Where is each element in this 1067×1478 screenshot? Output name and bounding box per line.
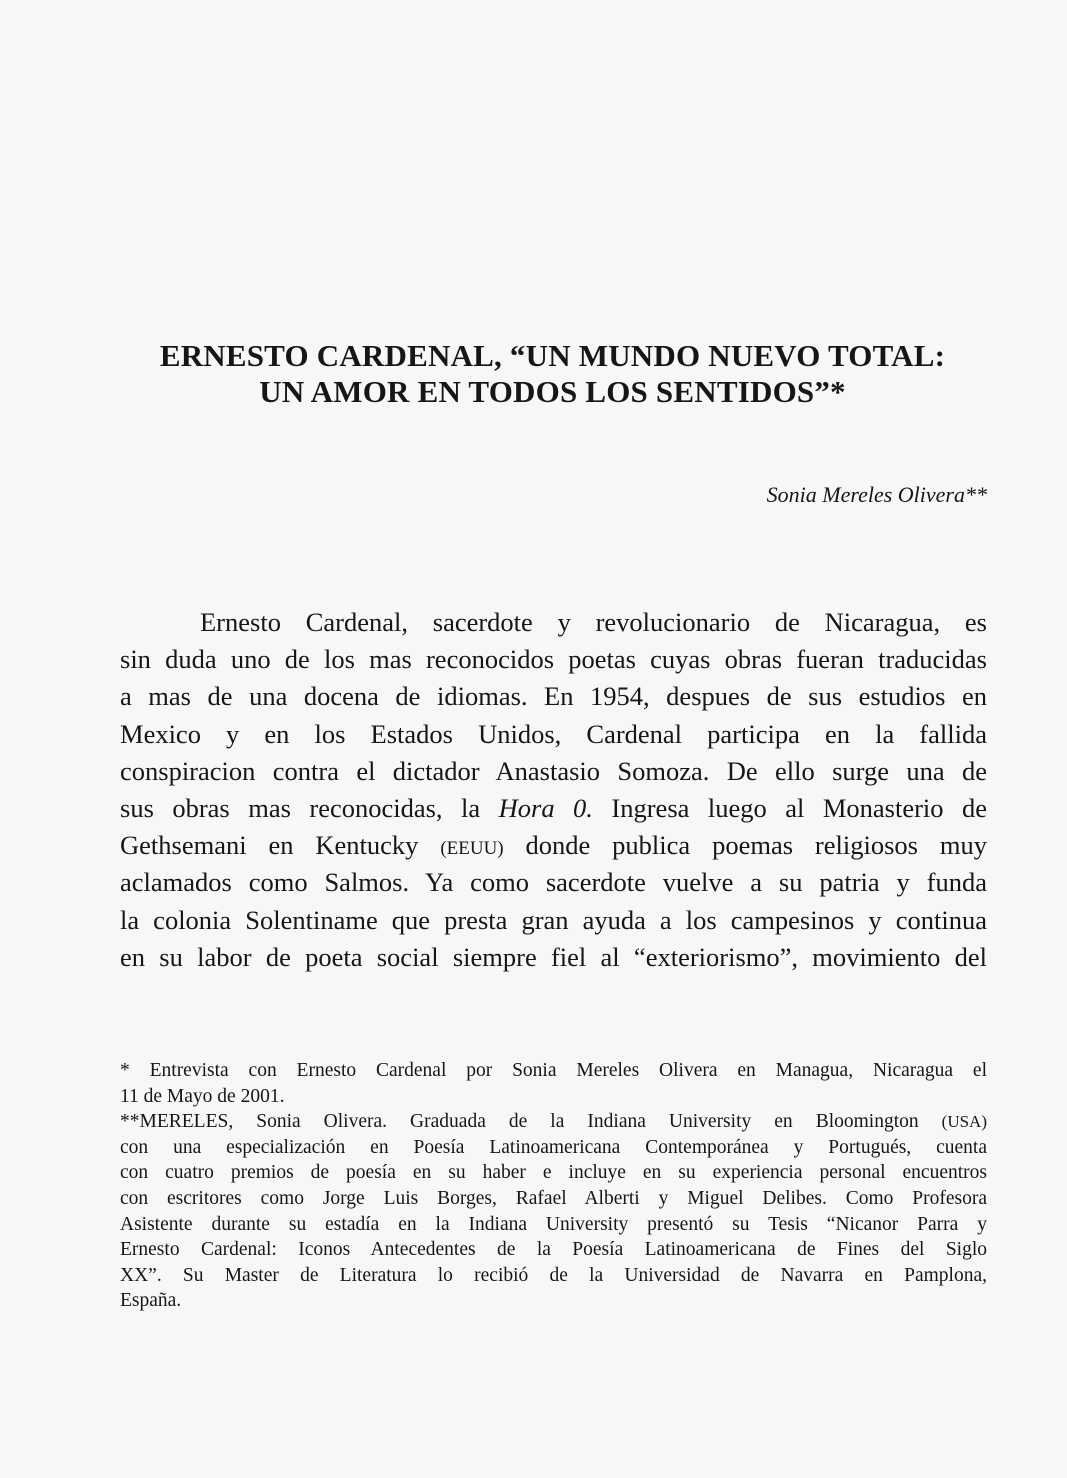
body-line [120, 827, 987, 864]
article-title [120, 338, 985, 410]
footnote-2-line: con cuatro premios de poesía en su haber e incluye en su experiencia personal encuentros [120, 1162, 987, 1184]
work-title-hora-0: Hora 0. [498, 792, 593, 823]
country-abbreviation: (EEUU) [440, 838, 504, 860]
body-text-segment: Ingresa luego al Monasterio de [592, 792, 987, 823]
footnote-text-segment: **MERELES, Sonia Olivera. Graduada de la Indiana University en Bloomington [120, 1111, 942, 1133]
body-line: aclamados como Salmos. Ya como sacerdote vuelve a su patria y funda [120, 867, 987, 898]
footnote-1-line: * Entrevista con Ernesto Cardenal por Sonia Mereles Olivera en Managua, Nicaragua el [120, 1060, 987, 1081]
title-line-1: ERNESTO CARDENAL, “UN MUNDO NUEVO TOTAL: [159, 338, 946, 373]
footnote-2-line: XX”. Su Master de Literatura lo recibió de la Universidad de Navarra en Pamplona, [120, 1264, 987, 1286]
footnotes [120, 1058, 987, 1314]
body-line: en su labor de poeta social siempre fiel al “exteriorismo”, movimiento del [120, 941, 987, 972]
body-line: a mas de una docena de idiomas. En 1954, despues de sus estudios en [120, 681, 987, 712]
body-paragraph [120, 604, 987, 976]
title-line-2: UN AMOR EN TODOS LOS SENTIDOS”* [259, 374, 846, 409]
body-line [120, 790, 987, 827]
author-byline: Sonia Mereles Olivera** [766, 482, 987, 507]
body-text-segment: donde publica poemas religiosos muy [503, 830, 987, 861]
body-line: Ernesto Cardenal, sacerdote y revolucionario de Nicaragua, es [200, 607, 987, 637]
body-line: sin duda uno de los mas reconocidos poetas cuyas obras fueran traducidas [120, 644, 987, 675]
footnote-1-line: 11 de Mayo de 2001. [120, 1085, 285, 1107]
footnote-2-line: Asistente durante su estadía en la Indiana University presentó su Tesis “Nicanor Parra y [120, 1213, 987, 1235]
body-line: Mexico y en los Estados Unidos, Cardenal participa en la fallida [120, 718, 987, 749]
footnote-2-line: con una especialización en Poesía Latinoamericana Contemporánea y Portugués, cuenta [120, 1136, 987, 1158]
footnote-2-line: Ernesto Cardenal: Iconos Antecedentes de la Poesía Latinoamericana de Fines del Siglo [120, 1239, 987, 1261]
body-text-segment: sus obras mas reconocidas, la [120, 792, 499, 823]
footnote-2-line [120, 1109, 987, 1135]
footnote-2-line: con escritores como Jorge Luis Borges, Rafael Alberti y Miguel Delibes. Como Profesora [120, 1187, 987, 1209]
footnote-2-line: España. [120, 1290, 182, 1312]
country-abbreviation: (USA) [941, 1112, 987, 1132]
body-line: la colonia Solentiname que presta gran ayuda a los campesinos y continua [120, 904, 987, 935]
body-line: conspiracion contra el dictador Anastasio Somoza. De ello surge una de [120, 755, 987, 786]
body-text-segment: Gethsemani en Kentucky [120, 830, 441, 861]
